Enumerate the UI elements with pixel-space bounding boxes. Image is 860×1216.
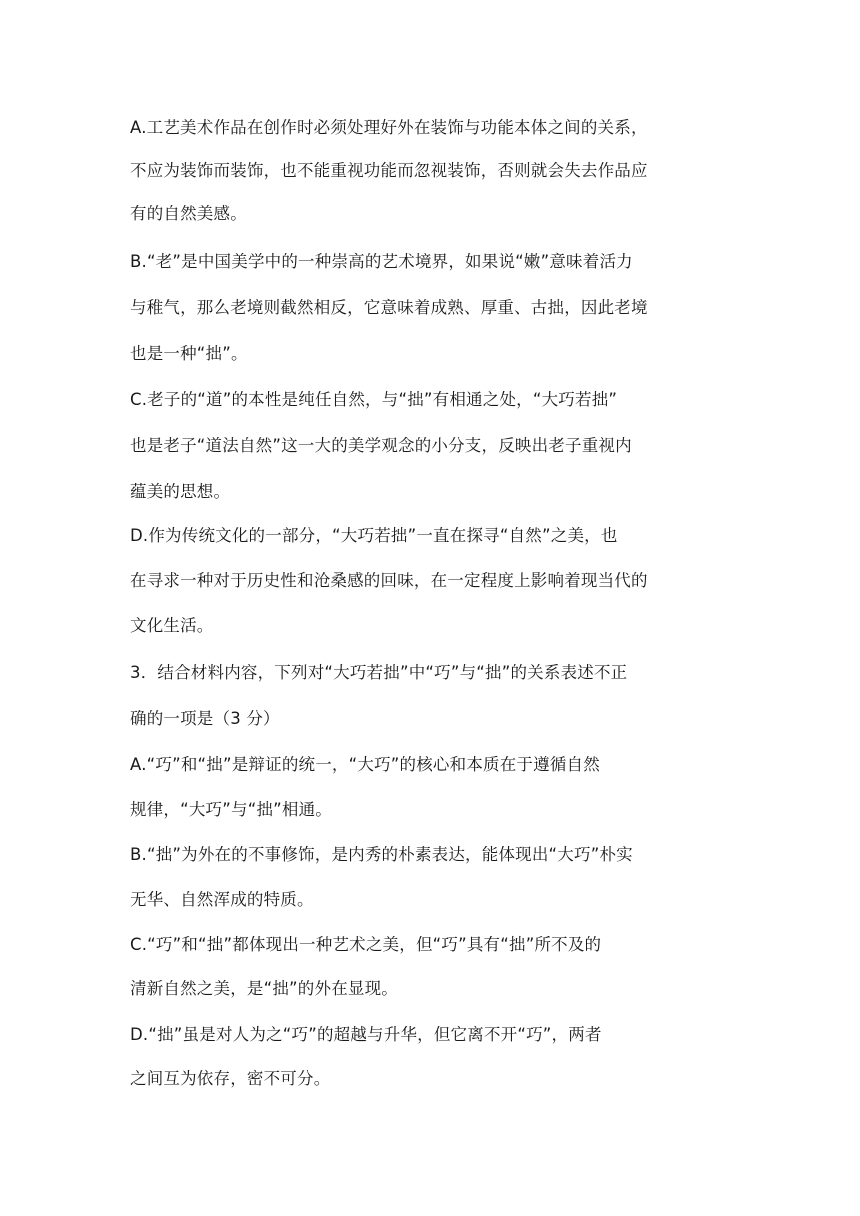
text-line: 蕴美的思想。 bbox=[130, 482, 231, 501]
text-line: C.老子的“道”的本性是纯任自然，与“拙”有相通之处，“大巧若拙” bbox=[130, 390, 618, 409]
option-a: 规律，“大巧”与“拙”相通。 bbox=[130, 800, 332, 819]
text-line: 有的自然美感。 bbox=[130, 204, 247, 223]
text-line: D.作为传统文化的一部分，“大巧若拙”一直在探寻“自然”之美，也 bbox=[130, 526, 618, 545]
option-a: A.“巧”和“拙”是辩证的统一，“大巧”的核心和本质在于遵循自然 bbox=[130, 755, 600, 774]
text-line: 与稚气，那么老境则截然相反，它意味着成熟、厚重、古拙，因此老境 bbox=[130, 298, 648, 317]
option-b: 无华、自然浑成的特质。 bbox=[130, 890, 314, 909]
text-line: B.“老”是中国美学中的一种崇高的艺术境界，如果说“嫩”意味着活力 bbox=[130, 252, 633, 271]
text-line: 不应为装饰而装饰，也不能重视功能而忽视装饰，否则就会失去作品应 bbox=[130, 161, 648, 180]
option-d: 之间互为依存，密不可分。 bbox=[130, 1069, 331, 1088]
text-line: 也是一种“拙”。 bbox=[130, 344, 248, 363]
question-stem: 3．结合材料内容，下列对“大巧若拙”中“巧”与“拙”的关系表述不正 bbox=[130, 663, 628, 682]
option-c: C.“巧”和“拙”都体现出一种艺术之美，但“巧”具有“拙”所不及的 bbox=[130, 935, 602, 954]
option-d: D.“拙”虽是对人为之“巧”的超越与升华，但它离不开“巧”，两者 bbox=[130, 1025, 602, 1044]
option-c: 清新自然之美，是“拙”的外在显现。 bbox=[130, 979, 398, 998]
option-b: B.“拙”为外在的不事修饰，是内秀的朴素表达，能体现出“大巧”朴实 bbox=[130, 845, 633, 864]
text-line: 也是老子“道法自然”这一大的美学观念的小分支，反映出老子重视内 bbox=[130, 436, 632, 455]
text-line: 文化生活。 bbox=[130, 616, 214, 635]
question-stem: 确的一项是（3 分） bbox=[130, 709, 280, 728]
text-line: 在寻求一种对于历史性和沧桑感的回味，在一定程度上影响着现当代的 bbox=[130, 571, 648, 590]
text-line: A.工艺美术作品在创作时必须处理好外在装饰与功能本体之间的关系， bbox=[130, 118, 648, 137]
